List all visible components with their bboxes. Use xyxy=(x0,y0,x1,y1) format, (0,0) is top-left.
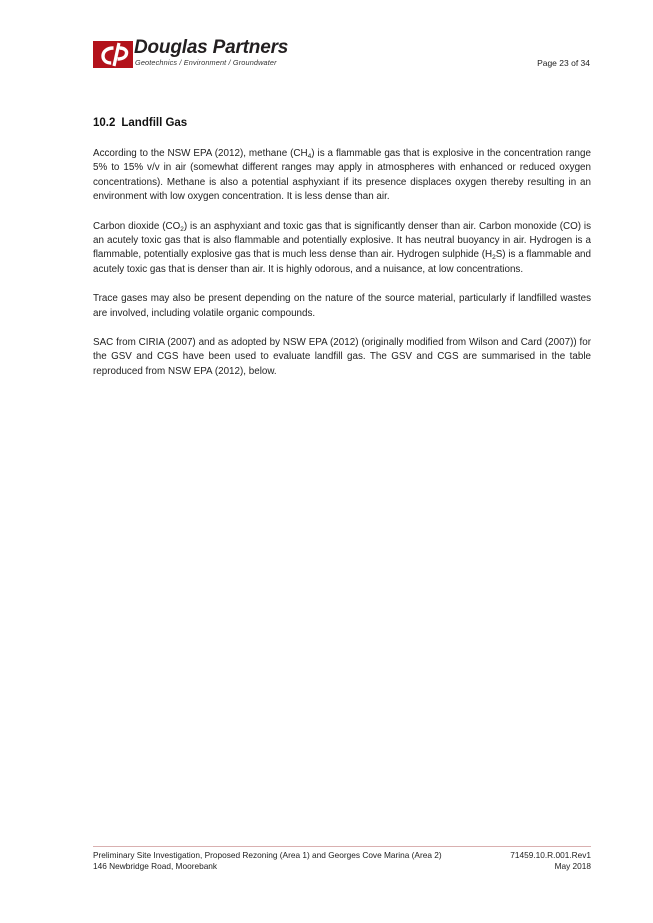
paragraph-methane xyxy=(93,147,591,205)
footer-divider xyxy=(93,846,591,847)
text-run: ) is a flammable gas that is explosive in the concentration range 5% to 15% v/v in air (somewhat different ranges may apply in atmospheres with enhanced or reduced oxygen concentrations). Methane is also a potential asphyxiant if its presence displaces oxygen thereby resulting in an environment with low oxygen concentration. It is less dense than air. xyxy=(93,148,591,203)
paragraph-carbon-dioxide xyxy=(93,220,591,278)
text-run: Carbon dioxide (CO xyxy=(93,220,181,232)
douglas-partners-logo-icon xyxy=(93,41,133,68)
company-tagline: Geotechnics / Environment / Groundwater xyxy=(135,58,277,67)
subscript: 2 xyxy=(180,225,184,233)
company-logo xyxy=(93,37,303,68)
paragraph-trace-gases: Trace gases may also be present depending on the nature of the source material, particularly if landfilled wastes are involved, including volatile organic compounds. xyxy=(93,293,591,319)
company-name: Douglas Partners xyxy=(134,37,289,58)
footer-address: 146 Newbridge Road, Moorebank xyxy=(93,860,218,871)
text-run: According to the NSW EPA (2012), methane (CH xyxy=(93,148,308,159)
footer-project-info xyxy=(93,850,442,871)
section-title: Landfill Gas xyxy=(121,117,188,129)
footer-date: May 2018 xyxy=(554,860,591,871)
document-body xyxy=(93,117,591,394)
footer-project-title: Preliminary Site Investigation, Proposed Rezoning (Area 1) and Georges Cove Marina (Area 2) xyxy=(93,850,442,860)
section-heading xyxy=(93,117,591,129)
page-header xyxy=(93,37,590,70)
text-run: ) is an asphyxiant and toxic gas that is significantly denser than air. Carbon monoxide (CO) is an acutely toxic gas that is also flammable and potentially explosive. It has neutral buoyancy in air. Hydrogen is a flammable, potentially explosive gas that is much less dense than air. Hydrogen sulphide (H xyxy=(93,220,592,261)
subscript: 2 xyxy=(492,254,496,262)
page-number: Page 23 of 34 xyxy=(537,58,590,68)
footer-report-number: 71459.10.R.001.Rev1 xyxy=(510,850,591,860)
paragraph-sac: SAC from CIRIA (2007) and as adopted by NSW EPA (2012) (originally modified from Wilson and Card (2007)) for the GSV and CGS have been used to evaluate landfill gas. The GSV and CGS are summarised in the table reproduced from NSW EPA (2012), below. xyxy=(93,337,591,377)
subscript: 4 xyxy=(307,153,312,160)
text-run: S) is a flammable and acutely toxic gas that is denser than air. It is highly odorous, and a nuisance, at low concentrations. xyxy=(93,249,591,275)
section-number: 10.2 xyxy=(93,117,116,129)
footer-report-info xyxy=(510,850,591,871)
